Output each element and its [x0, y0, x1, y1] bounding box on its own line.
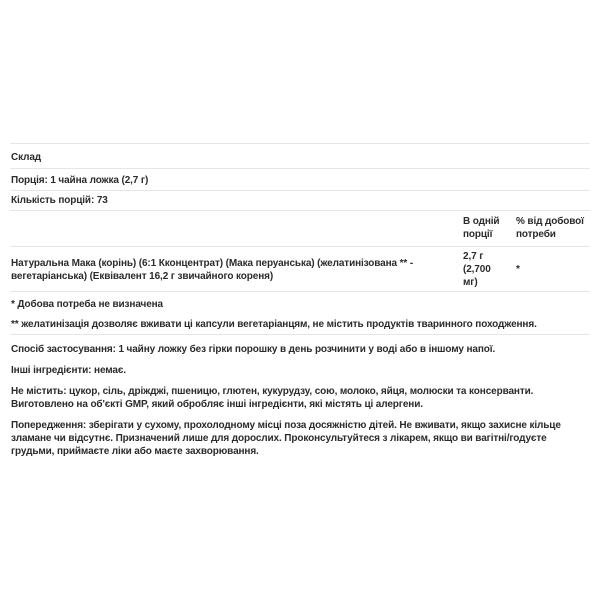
ingredient-name: Натуральна Мака (корінь) (6:1 Кконцентрат) (Мака перуанська) (желатинізована ** - вегетаріанська) (Еквівалент 16,2 г звичайного кореня): [11, 257, 414, 282]
ingredient-daily-value: *: [516, 264, 520, 275]
info-paragraphs: [10, 343, 590, 458]
footnotes-block: [10, 292, 590, 334]
dv-column-header: % від добової потреби: [516, 216, 584, 240]
allergen-statement: Не містить: цукор, сіль, дріжджі, пшеницю, глютен, кукурудзу, сою, молоко, яйця, молюски та консерванти. Виготовлено на об'єкті GMP, який обробляє інші інгредієнти, які містять ці алергени.: [11, 386, 534, 410]
servings-count-row: Кількість порцій: 73: [11, 195, 108, 206]
usage-instructions: Спосіб застосування: 1 чайну ложку без гірки порошку в день розчинити у воді або в іншому напої.: [11, 344, 496, 355]
other-ingredients: Інші інгредієнти: немає.: [11, 365, 126, 376]
table-row: [10, 247, 590, 291]
serving-size-row: Порція: 1 чайна ложка (2,7 г): [11, 175, 149, 186]
facts-table-header: [10, 211, 590, 246]
footnote-daily-value: * Добова потреба не визначена: [11, 299, 164, 310]
warnings: Попередження: зберігати у сухому, прохолодному місці поза досяжністю дітей. Не вживати, якщо захисне кільце зламане чи відсутнє. Призначений лише для дорослих. Проконсультуйтеся з лікарем, якщо ви вагітні/годуєте грудьми, приймаєте ліки або маєте захворювання.: [11, 420, 561, 457]
composition-header: Склад: [11, 152, 42, 163]
divider: [10, 334, 590, 335]
footnote-gelatinization: ** желатинізація дозволяє вживати ці капсули вегетаріанцям, не містить продуктів тваринного походження.: [11, 319, 537, 330]
amount-column-header: В одній порції: [463, 216, 500, 240]
ingredient-amount: 2,7 г (2,700 мг): [463, 251, 491, 288]
